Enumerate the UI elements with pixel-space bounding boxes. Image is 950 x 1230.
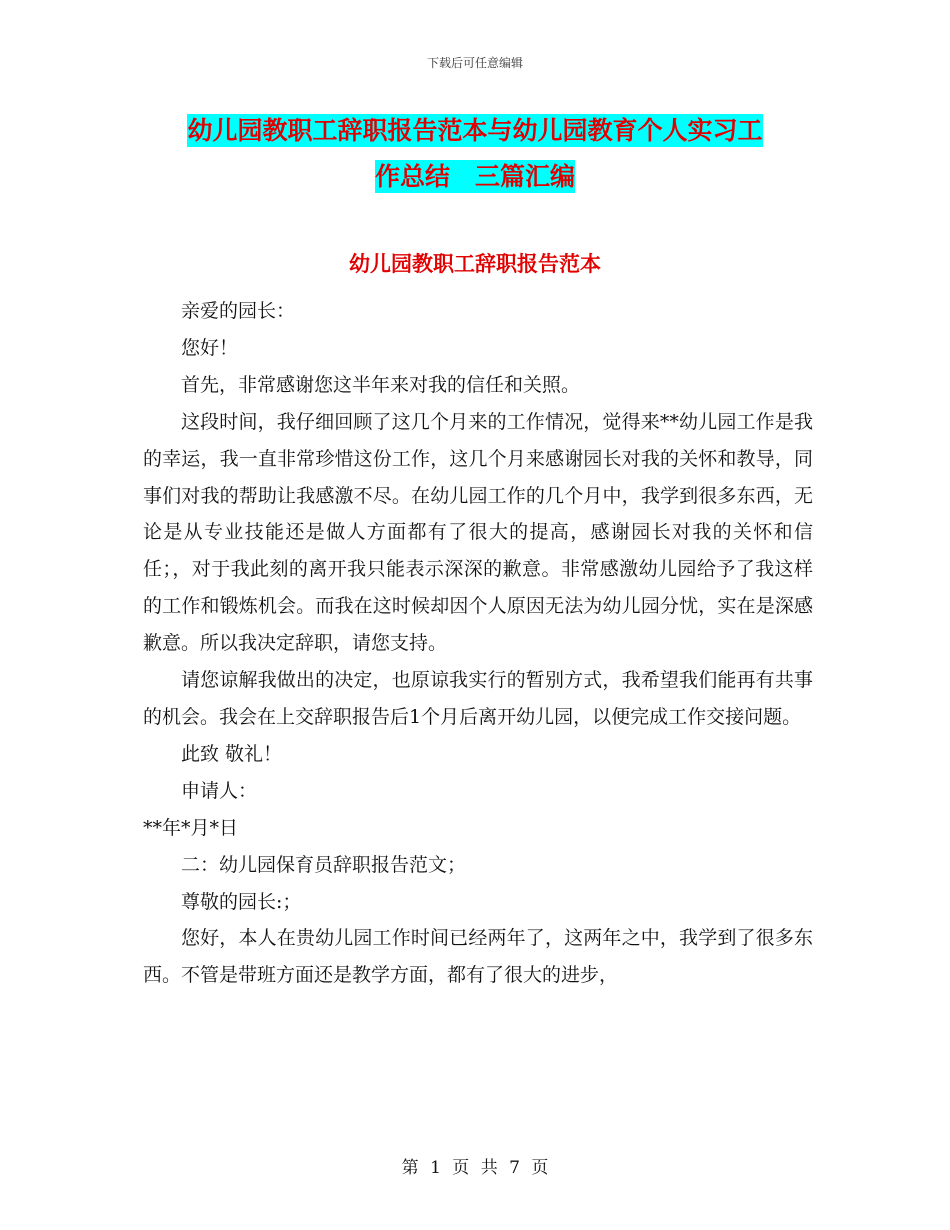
applicant-label: 申请人： [181,779,258,802]
title-line-2: 作总结 三篇汇编 [374,162,575,191]
closing: 此致 敬礼！ [181,742,283,765]
page-number: 第 1 页 共 7 页 [401,1158,549,1178]
paragraph: 请您谅解我做出的决定，也原谅我实行的暂别方式，我希望我们能再有共事的机会。我会在上交辞职报告后1个月后离开幼儿园，以便完成工作交接问题。 [143,669,813,728]
paragraph: 这段时间，我仔细回顾了这几个月来的工作情况，觉得来**幼儿园工作是我的幸运，我一直非常珍惜这份工作，这几个月来感谢园长对我的关怀和教导，同事们对我的帮助让我感激不尽。在幼儿园工作的几个月中，我学到很多东西，无论是从专业技能还是做人方面都有了很大的提高，感谢园长对我的关怀和信任；，对于我此刻的离开我只能表示深深的歉意。非常感激幼儿园给予了我这样的工作和锻炼机会。而我在这时候却因个人原因无法为幼儿园分忧，实在是深感歉意。所以我决定辞职，请您支持。 [143,410,813,655]
salutation: 亲爱的园长： [181,300,296,322]
document-title [140,108,810,200]
greeting: 您好！ [181,336,239,359]
document-body [143,293,813,994]
subheading: 二：幼儿园保育员辞职报告范文； [181,853,467,876]
date-line: **年*月*日 [143,816,239,839]
paragraph: 首先，非常感谢您这半年来对我的信任和关照。 [181,373,581,396]
salutation-2: 尊敬的园长:； [181,890,302,913]
section-title: 幼儿园教职工辞职报告范本 [349,252,601,276]
title-line-1: 幼儿园教职工辞职报告范本与幼儿园教育个人实习工 [187,116,763,145]
paragraph: 您好，本人在贵幼儿园工作时间已经两年了，这两年之中，我学到了很多东西。不管是带班方面还是教学方面，都有了很大的进步， [143,927,813,987]
header-note: 下载后可任意编辑 [426,56,523,70]
